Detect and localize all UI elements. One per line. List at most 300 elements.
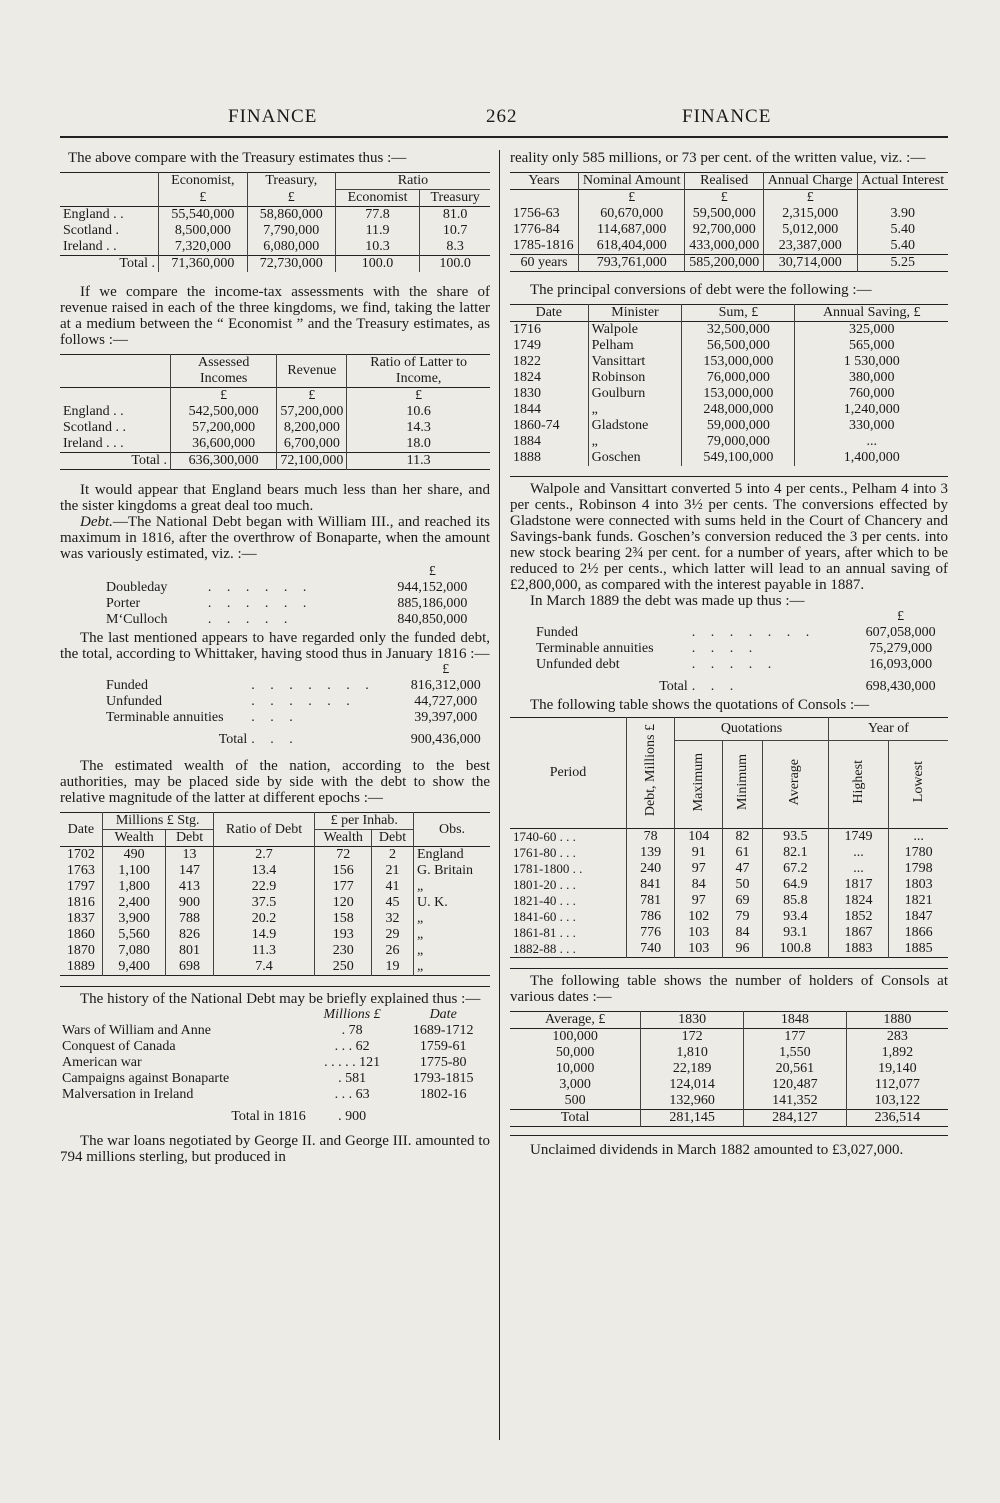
table-cell: 1761-80 . . . <box>513 845 576 860</box>
table-cell: 7.4 <box>213 959 315 976</box>
table-cell: 6,700,000 <box>277 436 347 453</box>
column-header: 1848 <box>744 1012 847 1029</box>
table-cell: 1802-16 <box>419 1087 467 1102</box>
table-cell: Scotland . <box>63 223 119 238</box>
table-row <box>510 861 948 877</box>
table-cell: 2 <box>372 847 414 864</box>
table-cell: 78 <box>627 829 675 846</box>
table-row <box>510 206 948 222</box>
table-cell: Goulburn <box>588 386 682 402</box>
table-row <box>510 1045 948 1061</box>
h-per-inhab: £ per Inhab. <box>315 813 414 830</box>
table-cell: 23,387,000 <box>763 238 857 255</box>
table-cell: 114,687,000 <box>578 222 685 238</box>
table-cell: 132,960 <box>641 1093 744 1110</box>
table-row <box>510 845 948 861</box>
funded-list <box>60 662 490 748</box>
table-cell: Unfunded <box>106 694 162 709</box>
table-cell: 549,100,000 <box>682 450 795 466</box>
table-cell: 490 <box>102 847 166 864</box>
table-cell: 1824 <box>828 893 888 909</box>
table-cell: 85.8 <box>762 893 828 909</box>
table-cell: 19,140 <box>846 1061 948 1077</box>
table-cell: 1702 <box>66 847 95 862</box>
table-cell: 84 <box>675 877 723 893</box>
column-header: Realised <box>685 173 763 190</box>
table-cell: 1824 <box>513 370 541 385</box>
table-row <box>60 1071 490 1087</box>
table-cell: . 581 <box>338 1071 367 1086</box>
table-cell: Pelham <box>588 338 682 354</box>
column-header: Average, £ <box>544 1012 606 1027</box>
table-cell: 413 <box>166 879 213 895</box>
table-cell: 1852 <box>828 909 888 925</box>
table-header <box>510 1012 948 1029</box>
table-cell: . . . . . . <box>251 694 356 709</box>
table-row <box>510 370 948 386</box>
table-row <box>60 879 490 895</box>
total-value: 698,430,000 <box>865 679 936 694</box>
para-unclaimed: Unclaimed dividends in March 1882 amounted to £3,027,000. <box>510 1135 948 1158</box>
table-cell: „ <box>413 959 490 976</box>
table-cell: 1775-80 <box>419 1055 467 1070</box>
table-cell: 1861-81 . . . <box>513 925 576 940</box>
table-cell: 72 <box>315 847 372 864</box>
table-cell: Ireland . . <box>63 239 117 254</box>
table-cell: 36,600,000 <box>171 436 277 453</box>
table-cell: 39,397,000 <box>414 710 478 725</box>
table-row <box>60 436 490 453</box>
header-right: FINANCE <box>682 106 772 127</box>
header-left: FINANCE <box>228 106 318 127</box>
table-cell: Funded <box>536 625 578 640</box>
table-cell: 1,550 <box>744 1045 847 1061</box>
table-cell: Porter <box>106 596 141 611</box>
table-row <box>510 641 948 657</box>
table-cell: 3,000 <box>559 1077 591 1092</box>
table-cell <box>60 596 104 612</box>
table-cell: 92,700,000 <box>685 222 763 238</box>
table-cell: 120 <box>315 895 372 911</box>
table-cell: „ <box>413 879 490 895</box>
table-cell: 13.4 <box>213 863 315 879</box>
debt-heading: Debt. <box>80 514 113 530</box>
table-row <box>60 404 490 420</box>
table-row <box>510 402 948 418</box>
table-cell: 585,200,000 <box>685 255 763 272</box>
total-row <box>510 255 948 272</box>
table-cell: „ <box>588 434 682 450</box>
table-cell: 5,012,000 <box>763 222 857 238</box>
table-cell: 248,000,000 <box>682 402 795 418</box>
para-holders: The following table shows the number of holders of Consols at various dates :— <box>510 968 948 1005</box>
table-header <box>510 305 948 322</box>
table-row <box>60 596 490 612</box>
table-cell: 10.7 <box>420 223 490 239</box>
table-cell: 22.9 <box>213 879 315 895</box>
total-row <box>60 256 490 273</box>
table-row <box>510 238 948 255</box>
table-cell: 236,514 <box>846 1110 948 1127</box>
table-row <box>60 207 490 224</box>
table-cell: 50,000 <box>555 1045 595 1060</box>
table-cell: 1749 <box>828 829 888 846</box>
table-cell: 1 530,000 <box>795 354 948 370</box>
column-header: Nominal Amount <box>578 173 685 190</box>
table-cell: Doubleday <box>106 580 168 595</box>
table-cell: 760,000 <box>795 386 948 402</box>
table-cell: 30,714,000 <box>763 255 857 272</box>
table-cell: 20,561 <box>744 1061 847 1077</box>
table-cell: . . . . . . . <box>691 625 816 640</box>
table-header <box>510 173 948 190</box>
table-cell: 75,279,000 <box>869 641 933 656</box>
loans-table <box>510 172 948 272</box>
table-cell <box>510 641 534 657</box>
total-label: Total <box>218 732 248 747</box>
table-cell: 1841-60 . . . <box>513 909 576 924</box>
estimates-list <box>60 564 490 628</box>
table-row <box>60 239 490 256</box>
h-lowest: Lowest <box>910 761 926 803</box>
intro-text: The above compare with the Treasury estimates thus :— <box>68 150 407 166</box>
table-cell: 1,400,000 <box>795 450 948 466</box>
pound-sign: £ <box>247 190 335 207</box>
table-cell: 153,000,000 <box>682 354 795 370</box>
table-cell: Funded <box>106 678 148 693</box>
table-cell: 1,892 <box>846 1045 948 1061</box>
para-england: It would appear that England bears much less than her share, and the sister kingdoms a great deal too much. <box>60 482 490 514</box>
column-header: Sum, £ <box>682 305 795 322</box>
table-cell: England <box>413 847 490 864</box>
table-cell: M‘Culloch <box>106 612 168 627</box>
table-cell: 3.90 <box>857 206 948 222</box>
table-cell: 380,000 <box>795 370 948 386</box>
wealth-table <box>60 812 490 976</box>
table-cell: 2,315,000 <box>763 206 857 222</box>
table-cell: 1885 <box>889 941 948 958</box>
table-cell: 1,800 <box>102 879 166 895</box>
table-cell <box>510 657 534 673</box>
table-cell: 14.9 <box>213 927 315 943</box>
table-cell: 1803 <box>889 877 948 893</box>
debt-text: —The National Debt began with William III., and reached its maximum in 1816, after the overthrow of Bonaparte, when the amount was variously estimated, viz. :— <box>60 514 490 562</box>
table-cell: 1716 <box>513 322 541 337</box>
table-cell: Wars of William and Anne <box>62 1023 211 1038</box>
table-cell: 2.7 <box>213 847 315 864</box>
total-row <box>60 453 490 470</box>
table-cell: 1798 <box>889 861 948 877</box>
table-cell: 97 <box>675 861 723 877</box>
table-cell: ... <box>795 434 948 450</box>
table-cell: Walpole <box>588 322 682 339</box>
table-cell: American war <box>62 1055 142 1070</box>
table-cell: 826 <box>166 927 213 943</box>
table-cell: 11.3 <box>347 453 490 470</box>
h-millions: Millions £ Stg. <box>102 813 213 830</box>
table-cell: 283 <box>846 1029 948 1046</box>
table-row <box>60 1039 490 1055</box>
table-cell: 47 <box>723 861 763 877</box>
table-cell: England . . <box>63 404 124 419</box>
para-march-1889: In March 1889 the debt was made up thus :— <box>530 593 805 609</box>
table-cell: 1801-20 . . . <box>513 877 576 892</box>
table-cell: 69 <box>723 893 763 909</box>
table-cell: 1689-1712 <box>412 1023 474 1038</box>
table-cell: 5.25 <box>857 255 948 272</box>
table-cell: 57,200,000 <box>277 404 347 420</box>
table-cell: 64.9 <box>762 877 828 893</box>
table-cell: 786 <box>627 909 675 925</box>
table-cell: Terminable annuities <box>536 641 654 656</box>
table-cell: 1,240,000 <box>795 402 948 418</box>
pound-sign: £ <box>428 564 436 579</box>
table-cell: 1822 <box>513 354 541 369</box>
table-cell: 22,189 <box>641 1061 744 1077</box>
table-cell <box>60 612 104 628</box>
table-cell: 71,360,000 <box>159 256 248 273</box>
table-cell: Total . <box>131 453 167 468</box>
holders-table <box>510 1011 948 1127</box>
table-cell: 801 <box>166 943 213 959</box>
table-cell: 1740-60 . . . <box>513 829 576 844</box>
table-cell: 79 <box>723 909 763 925</box>
h-date: Date <box>67 821 95 837</box>
table-cell: . . . . . <box>691 657 778 672</box>
table-cell: 77.8 <box>335 207 419 224</box>
table-cell: 13 <box>166 847 213 864</box>
column-divider <box>499 150 500 1440</box>
pound-sign: £ <box>347 388 490 405</box>
table-cell: 100.8 <box>762 941 828 958</box>
table-cell: Terminable annuities <box>106 710 224 725</box>
table-cell: Total . <box>119 256 155 271</box>
table-cell: 20.2 <box>213 911 315 927</box>
table-cell: 16,093,000 <box>869 657 933 672</box>
table-cell: 100.0 <box>420 256 490 273</box>
table-cell: . . . . . . <box>207 580 313 595</box>
table-cell: 1816 <box>66 895 95 910</box>
table-cell: 56,500,000 <box>682 338 795 354</box>
table-cell: 139 <box>627 845 675 861</box>
h-minimum: Minimum <box>734 754 750 811</box>
table-row <box>510 657 948 673</box>
table-cell: 102 <box>675 909 723 925</box>
table-cell: 72,100,000 <box>277 453 347 470</box>
page-number: 262 <box>486 106 518 127</box>
h-year-of: Year of <box>828 718 948 741</box>
table-row <box>60 694 490 710</box>
para-income-tax: If we compare the income-tax assessments with the share of revenue raised in each of the three kingdoms, we find, taking the latter at a medium between the “ Economist ” and the Treasury estimates, as follows :— <box>60 284 490 348</box>
table-cell: . . . . <box>691 641 759 656</box>
table-row <box>510 1029 948 1046</box>
table-cell: Total <box>560 1110 590 1125</box>
table-row <box>60 580 490 596</box>
table-cell: Vansittart <box>588 354 682 370</box>
table-cell: Scotland . . <box>63 420 126 435</box>
table-cell: 433,000,000 <box>685 238 763 255</box>
table-cell: 1888 <box>513 450 541 465</box>
h-sub-treas: Treasury <box>420 190 490 207</box>
table-cell: 45 <box>372 895 414 911</box>
table-cell: Campaigns against Bonaparte <box>62 1071 230 1086</box>
table-row <box>60 863 490 879</box>
table-row <box>510 925 948 941</box>
table-cell: 1867 <box>828 925 888 941</box>
para-history: The history of the National Debt may be briefly explained thus :— <box>60 986 490 1007</box>
table-cell: 8.3 <box>420 239 490 256</box>
table-cell: 177 <box>315 879 372 895</box>
table-cell: 7,320,000 <box>159 239 248 256</box>
table-cell: Unfunded debt <box>536 657 620 672</box>
table-row <box>60 1023 490 1039</box>
table-row <box>510 877 948 893</box>
table-cell: 67.2 <box>762 861 828 877</box>
table-cell: 793,761,000 <box>578 255 685 272</box>
table-cell: 500 <box>564 1093 586 1108</box>
column-header: Annual Saving, £ <box>795 305 948 322</box>
table-cell: 93.4 <box>762 909 828 925</box>
h-sub-econ: Economist <box>335 190 419 207</box>
table-cell: 1749 <box>513 338 541 353</box>
table-cell: 7,080 <box>102 943 166 959</box>
column-header: 1830 <box>641 1012 744 1029</box>
table-cell <box>60 710 104 726</box>
table-cell: . . . . . <box>207 612 294 627</box>
table-cell: Gladstone <box>588 418 682 434</box>
table-cell: 32 <box>372 911 414 927</box>
table-cell: ... <box>828 861 888 877</box>
h-quotations: Quotations <box>675 718 829 741</box>
table-cell: 120,487 <box>744 1077 847 1093</box>
table-cell: 55,540,000 <box>159 207 248 224</box>
table-cell: ... <box>828 845 888 861</box>
table-cell: Ireland . . . <box>63 436 124 451</box>
table-cell: 840,850,000 <box>397 612 468 627</box>
table-row <box>60 911 490 927</box>
table-cell: 172 <box>641 1029 744 1046</box>
table-row <box>510 338 948 354</box>
table-cell: . . . . . 121 <box>324 1055 381 1070</box>
table-cell: ... <box>889 829 948 846</box>
pound-sign: £ <box>171 388 277 405</box>
table-cell: 19 <box>372 959 414 976</box>
total-label: Total in 1816 <box>231 1109 306 1124</box>
table-cell: . . . 62 <box>334 1039 370 1054</box>
pound-sign: £ <box>159 190 248 207</box>
table-cell: 1884 <box>513 434 541 449</box>
table-cell: 60,670,000 <box>578 206 685 222</box>
table-row <box>510 450 948 466</box>
table-cell: 698 <box>166 959 213 976</box>
table-cell: 60 years <box>520 255 568 270</box>
table-cell: 103,122 <box>846 1093 948 1110</box>
table-cell: 7,790,000 <box>247 223 335 239</box>
table-cell: G. Britain <box>413 863 490 879</box>
table-row <box>510 941 948 958</box>
h-maximum: Maximum <box>690 752 706 812</box>
history-list <box>60 1007 490 1125</box>
table-cell: Conquest of Canada <box>62 1039 176 1054</box>
table-cell: 100.0 <box>335 256 419 273</box>
table-cell: 91 <box>675 845 723 861</box>
column-header: 1880 <box>846 1012 948 1029</box>
table-cell: 103 <box>675 941 723 958</box>
total-row <box>510 1110 948 1127</box>
table-cell: 84 <box>723 925 763 941</box>
table-row <box>510 386 948 402</box>
h-millions: Millions £ <box>323 1007 381 1022</box>
table-cell: 1793-1815 <box>412 1071 474 1086</box>
table-cell: 93.1 <box>762 925 828 941</box>
table-cell: 542,500,000 <box>171 404 277 420</box>
table-cell: 57,200,000 <box>171 420 277 436</box>
table-row <box>510 354 948 370</box>
table-row <box>510 222 948 238</box>
table-cell: 1780 <box>889 845 948 861</box>
table-cell: 1756-63 <box>513 206 560 221</box>
table-cell: 781 <box>627 893 675 909</box>
table-cell: 82.1 <box>762 845 828 861</box>
table-row <box>60 710 490 726</box>
table-cell: 1860-74 <box>513 418 560 433</box>
table-cell: 112,077 <box>846 1077 948 1093</box>
income-table <box>60 354 490 470</box>
table-cell: 100,000 <box>552 1029 598 1044</box>
treasury-table <box>60 172 490 272</box>
table-cell: 72,730,000 <box>247 256 335 273</box>
table-cell: 1821-40 . . . <box>513 893 576 908</box>
table-cell: 816,312,000 <box>410 678 481 693</box>
total-label: Total <box>659 679 688 694</box>
pound-sign: £ <box>763 190 857 207</box>
table-row <box>510 1077 948 1093</box>
table-cell: 1821 <box>889 893 948 909</box>
table-cell: 158 <box>315 911 372 927</box>
table-cell: 740 <box>627 941 675 958</box>
table-cell: 250 <box>315 959 372 976</box>
table-cell: 104 <box>675 829 723 846</box>
table-cell: 5.40 <box>857 238 948 255</box>
table-cell: 11.9 <box>335 223 419 239</box>
table-cell: 900 <box>166 895 213 911</box>
table-cell: 1837 <box>66 911 95 926</box>
table-cell: 618,404,000 <box>578 238 685 255</box>
table-cell: „ <box>588 402 682 418</box>
table-cell: 96 <box>723 941 763 958</box>
table-cell: 76,000,000 <box>682 370 795 386</box>
table-cell: 776 <box>627 925 675 941</box>
table-cell: 61 <box>723 845 763 861</box>
table-cell: 5.40 <box>857 222 948 238</box>
h-revenue: Revenue <box>277 355 347 388</box>
table-cell: 97 <box>675 893 723 909</box>
dots: . . . <box>691 679 740 694</box>
table-cell: 41 <box>372 879 414 895</box>
table-cell: 607,058,000 <box>865 625 936 640</box>
table-row <box>60 678 490 694</box>
table-row <box>60 895 490 911</box>
table-cell: 1797 <box>66 879 95 894</box>
table-cell: 944,152,000 <box>397 580 468 595</box>
table-cell: 1776-84 <box>513 222 560 237</box>
table-cell: 153,000,000 <box>682 386 795 402</box>
table-cell: 8,200,000 <box>277 420 347 436</box>
h-wealth: Wealth <box>315 830 372 847</box>
table-cell: 37.5 <box>213 895 315 911</box>
table-cell: 230 <box>315 943 372 959</box>
h-debt: Debt <box>372 830 414 847</box>
